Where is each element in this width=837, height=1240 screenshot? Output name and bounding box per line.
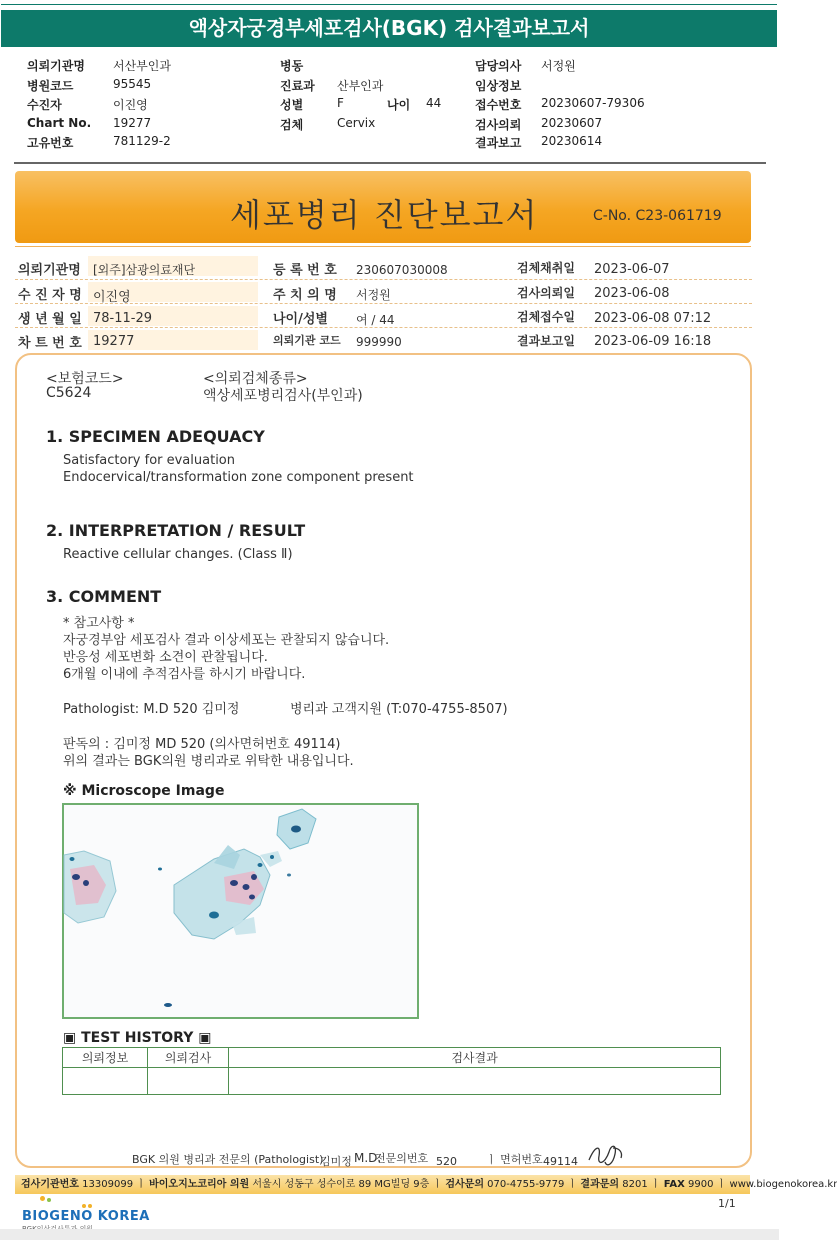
patient-value: 78-11-29 — [93, 311, 153, 326]
tel-number: 070-4755-9779 — [487, 1179, 565, 1190]
pathologist: Pathologist: M.D 520 김미정 — [63, 702, 240, 717]
hdr-value: Cervix — [337, 116, 376, 130]
patient-label: 검체채취일 — [517, 261, 575, 275]
banner-underline — [15, 246, 751, 247]
hdr-label: 검체 — [280, 118, 304, 132]
specialist-label: 전문의번호 — [375, 1152, 429, 1165]
sign-name: 김미정 — [320, 1155, 352, 1168]
table-cell — [148, 1068, 229, 1095]
patient-label: 의뢰기관 코드 — [273, 334, 341, 347]
adequacy-line: Endocervical/transformation zone component present — [63, 470, 414, 485]
hdr-value: 20230614 — [541, 134, 603, 148]
insurance-label: <보험코드> — [46, 371, 124, 387]
col-test-result: 검사결과 — [229, 1048, 721, 1068]
table-cell — [63, 1068, 148, 1095]
test-history-table — [62, 1047, 721, 1095]
patient-label: 검사의뢰일 — [517, 286, 575, 300]
top-rule — [1, 4, 777, 5]
hdr-value: 20230607-79306 — [541, 96, 645, 110]
report-title: 액상자궁경부세포검사(BGK) 검사결과보고서 — [1, 10, 777, 47]
patient-value: 여 / 44 — [356, 313, 395, 327]
hdr-label: Chart No. — [27, 116, 92, 130]
cno-value: C23-061719 — [635, 208, 722, 224]
patient-label: 주 치 의 명 — [273, 288, 337, 303]
patient-value: 이진영 — [93, 290, 131, 305]
logo-dot-icon — [40, 1196, 45, 1201]
row-divider — [15, 279, 752, 280]
col-request-info: 의뢰정보 — [63, 1048, 148, 1068]
logo-dot-icon — [88, 1204, 92, 1208]
hdr-label: 임상정보 — [475, 79, 522, 93]
comment-line: 반응성 세포변화 소견이 관찰됩니다. — [63, 650, 268, 665]
hdr-label: 고유번호 — [27, 136, 74, 150]
interpretation-line: Reactive cellular changes. (Class Ⅱ) — [63, 547, 293, 562]
patient-label: 수 진 자 명 — [18, 288, 82, 303]
license-label-text: 면허번호 — [500, 1153, 543, 1166]
section-interpretation: 2. INTERPRETATION / RESULT — [46, 521, 306, 540]
result-label: 결과문의 — [580, 1179, 620, 1190]
consignment-note: 위의 결과는 BGK의원 병리과로 위탁한 내용입니다. — [63, 754, 354, 769]
microscope-title: ※ Microscope Image — [63, 783, 225, 799]
specimen-label: <의뢰검체종류> — [203, 371, 308, 387]
patient-value: 서정원 — [356, 288, 391, 302]
test-history-title: ▣ TEST HISTORY ▣ — [63, 1030, 212, 1046]
hdr-label: 검사의뢰 — [475, 118, 522, 132]
section-comment: 3. COMMENT — [46, 587, 162, 606]
bottom-strip — [0, 1229, 779, 1240]
reg-label: 검사기관번호 — [21, 1179, 79, 1190]
specialist-number: 520 — [436, 1155, 457, 1168]
reg-number: 13309099 — [82, 1179, 134, 1190]
patient-value: [외주]삼광의료재단 — [93, 263, 196, 277]
hdr-label: 병원코드 — [27, 79, 74, 93]
patient-label: 나이/성별 — [273, 312, 328, 327]
hdr-label: 수진자 — [27, 98, 62, 112]
hdr-label: 진료과 — [280, 79, 315, 93]
col-requested-test: 의뢰검사 — [148, 1048, 229, 1068]
hdr-value: 20230607 — [541, 116, 603, 130]
comment-line: 6개월 이내에 추적검사를 하시기 바랍니다. — [63, 667, 306, 682]
tel-label: 검사문의 — [445, 1179, 484, 1190]
patient-label: 검체접수일 — [517, 310, 575, 324]
hdr-value: 서정원 — [541, 59, 576, 73]
patient-value: 2023-06-07 — [594, 262, 670, 277]
hdr-label: 접수번호 — [475, 98, 522, 112]
comment-line: * 참고사항 * — [63, 616, 135, 631]
hdr-label: 병동 — [280, 59, 304, 73]
section-specimen-adequacy: 1. SPECIMEN ADEQUACY — [46, 427, 265, 446]
patient-value: 2023-06-08 — [594, 286, 670, 301]
patient-value: 230607030008 — [356, 263, 448, 277]
logo-dot-icon — [82, 1204, 86, 1208]
sign-md: M.D. — [354, 1151, 382, 1165]
license-label: ㅣ 면허번호 — [486, 1153, 543, 1166]
logo-name: BIOGENO KOREA — [22, 1209, 150, 1224]
microscope-image — [62, 803, 419, 1019]
hdr-label: 의뢰기관명 — [27, 59, 85, 73]
insurance-code: C5624 — [46, 385, 92, 401]
signature-image — [585, 1138, 627, 1172]
table-row — [63, 1068, 721, 1095]
cytology-illustration — [64, 805, 417, 1017]
website-link[interactable]: www.biogenokorea.kr — [729, 1179, 837, 1190]
reading-physician: 판독의 : 김미정 MD 520 (의사면허번호 49114) — [63, 737, 341, 752]
patient-value: 2023-06-09 16:18 — [594, 334, 712, 349]
table-cell — [229, 1068, 721, 1095]
patient-value: 999990 — [356, 335, 402, 349]
hdr-value: 781129-2 — [113, 134, 171, 148]
hdr-value: 44 — [426, 96, 442, 110]
case-number — [593, 208, 722, 224]
hdr-value: 서산부인과 — [113, 59, 171, 73]
adequacy-line: Satisfactory for evaluation — [63, 453, 235, 468]
patient-label: 결과보고일 — [517, 334, 575, 348]
hdr-value: 19277 — [113, 116, 152, 130]
contact-bar: 검사기관번호 13309099 ㅣ 바이오지노코리아 의원 서울시 성동구 성수이로 89 MG빌딩 9층 ㅣ 검사문의 070-4755-9779 ㅣ 결과문의 8201 ㅣ FAX 9900 ㅣ www.biogenokorea.kr — [15, 1175, 750, 1194]
hdr-value: 이진영 — [113, 98, 148, 112]
comment-line: 자궁경부암 세포검사 결과 이상세포는 관찰되지 않습니다. — [63, 633, 390, 648]
page-number: 1/1 — [718, 1197, 736, 1210]
patient-value: 19277 — [93, 334, 135, 349]
fax-number: 9900 — [688, 1179, 714, 1190]
cno-label: C-No. — [593, 208, 632, 224]
result-number: 8201 — [622, 1179, 648, 1190]
clinic-name: 바이오지노코리아 의원 — [149, 1179, 250, 1190]
hdr-value: F — [337, 96, 344, 110]
hdr-label: 나이 — [387, 98, 411, 112]
fax-label: FAX — [663, 1179, 685, 1190]
header-divider — [14, 162, 766, 164]
patient-label: 등 록 번 호 — [273, 263, 337, 278]
patient-label: 차 트 번 호 — [18, 336, 82, 351]
hdr-value: 95545 — [113, 77, 152, 91]
license-number: 49114 — [543, 1155, 578, 1168]
specimen-type: 액상세포병리검사(부인과) — [203, 388, 363, 404]
hdr-label: 결과보고 — [475, 136, 522, 150]
hdr-label: 성별 — [280, 98, 304, 112]
sign-clinic: BGK 의원 병리과 전문의 (Pathologist) — [132, 1153, 324, 1166]
hdr-label: 담당의사 — [475, 59, 522, 73]
logo-dot-icon — [47, 1198, 51, 1202]
patient-label: 생 년 월 일 — [18, 312, 82, 327]
hdr-value: 산부인과 — [337, 79, 384, 93]
support-contact: 병리과 고객지원 (T:070-4755-8507) — [290, 702, 508, 717]
patient-value: 2023-06-08 07:12 — [594, 311, 712, 326]
table-header-row — [63, 1048, 721, 1068]
patient-label: 의뢰기관명 — [18, 263, 81, 278]
banner-title: 세포병리 진단보고서 — [230, 196, 539, 234]
clinic-address: 서울시 성동구 성수이로 89 MG빌딩 9층 — [252, 1179, 430, 1190]
